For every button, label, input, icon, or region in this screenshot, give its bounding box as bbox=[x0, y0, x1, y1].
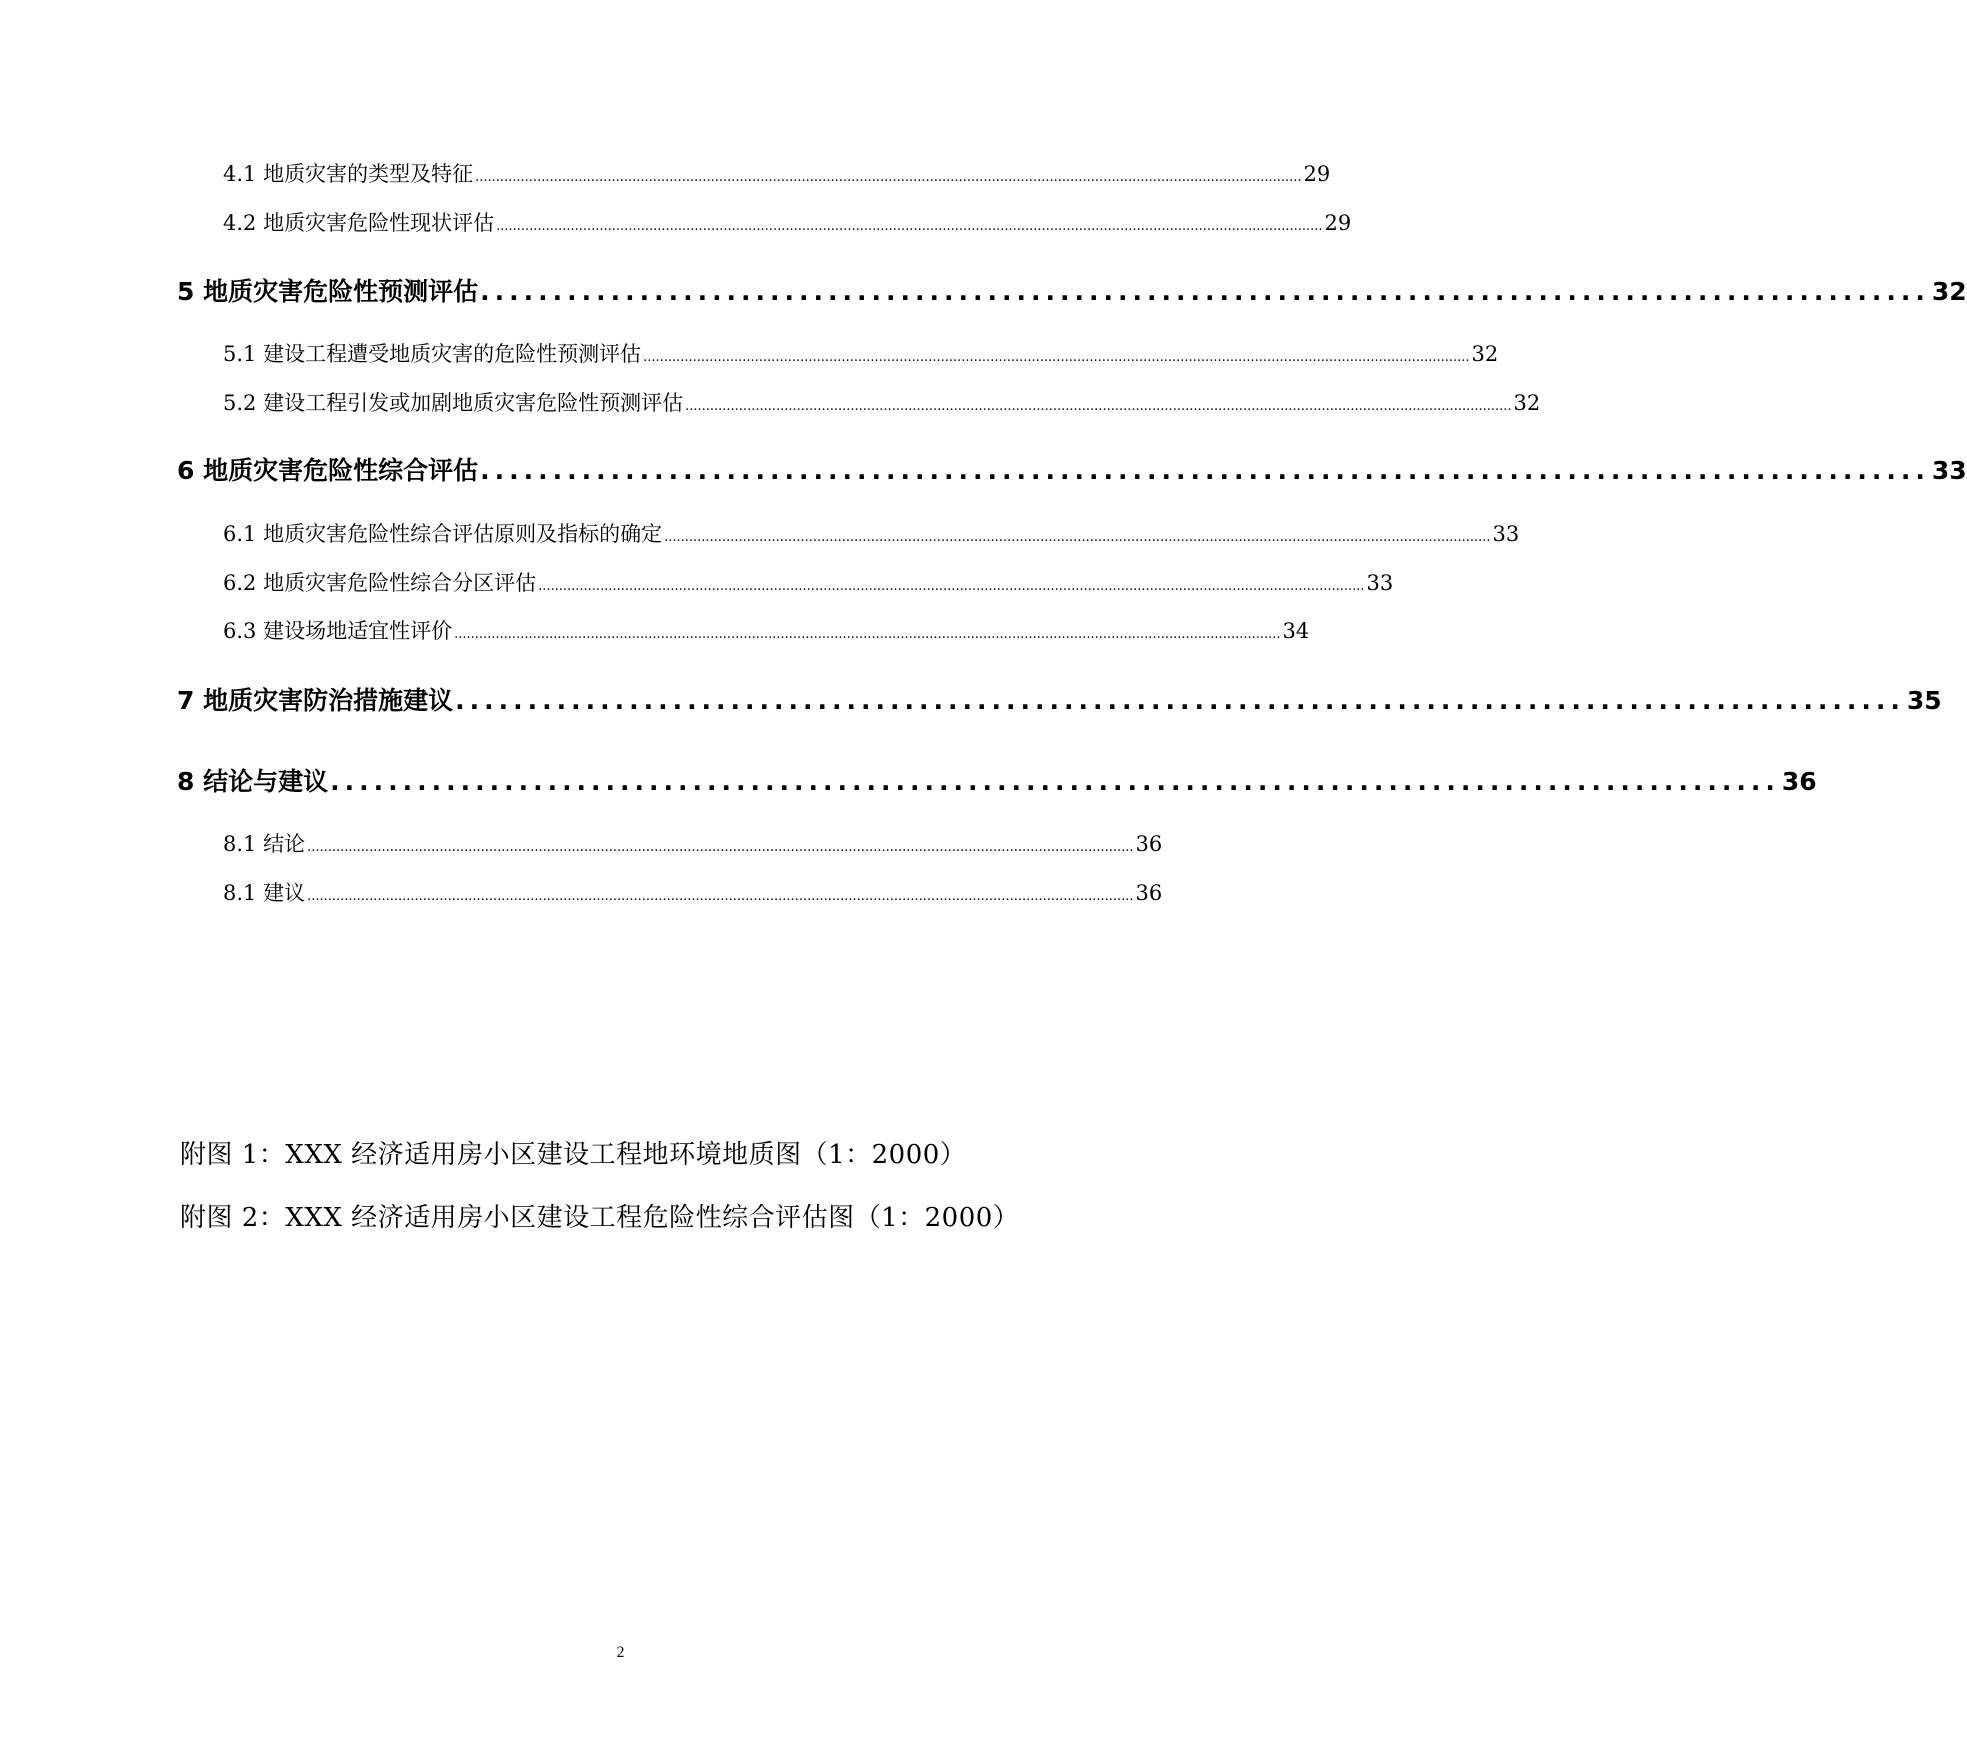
toc-chapter-title: 8 结论与建议 bbox=[177, 767, 329, 796]
figure-reference: 附图 1：XXX 经济适用房小区建设工程地环境地质图（1：2000） bbox=[180, 1140, 967, 1170]
dot-leader: ........................................................................................................................................................................................................ bbox=[475, 170, 1302, 185]
toc-chapter-title: 6 地质灾害危险性综合评估 bbox=[177, 456, 479, 485]
dot-leader: ........................................................................................................................................................................................................ bbox=[307, 889, 1134, 904]
toc-entry-page: 29 bbox=[1303, 162, 1331, 186]
dot-leader: .................................................................................................... bbox=[480, 456, 1930, 485]
dot-leader: ........................................................................................................................................................................................................ bbox=[454, 627, 1281, 642]
dot-leader: ........................................................................................................................................................................................................ bbox=[538, 579, 1365, 594]
dot-leader: .................................................................................................... bbox=[480, 277, 1930, 306]
dot-leader: .................................................................................................... bbox=[330, 767, 1780, 796]
toc-entry-page: 29 bbox=[1324, 211, 1352, 235]
toc-entry-title: 4.2 地质灾害危险性现状评估 bbox=[223, 211, 495, 235]
toc-entry-page: 33 bbox=[1366, 571, 1394, 595]
toc-entry-page: 36 bbox=[1135, 881, 1163, 905]
toc-chapter-page: 36 bbox=[1781, 767, 1817, 796]
toc-entry-title: 6.1 地质灾害危险性综合评估原则及指标的确定 bbox=[223, 522, 663, 546]
toc-entry-title: 8.1 结论 bbox=[223, 832, 306, 856]
toc-chapter-page: 33 bbox=[1931, 456, 1967, 485]
toc-entry-page: 33 bbox=[1492, 522, 1520, 546]
dot-leader: .................................................................................................... bbox=[455, 686, 1905, 715]
toc-chapter-title: 7 地质灾害防治措施建议 bbox=[177, 686, 454, 715]
toc-chapter[interactable] bbox=[177, 272, 1967, 308]
toc-chapter[interactable] bbox=[177, 681, 1942, 717]
toc-entry-title: 6.3 建设场地适宜性评价 bbox=[223, 619, 453, 643]
toc-chapter[interactable] bbox=[177, 451, 1967, 487]
dot-leader: ........................................................................................................................................................................................................ bbox=[643, 350, 1470, 365]
toc-entry[interactable] bbox=[223, 615, 1310, 645]
toc-entry[interactable] bbox=[223, 158, 1331, 188]
toc-entry-page: 34 bbox=[1282, 619, 1310, 643]
toc-entry-page: 32 bbox=[1471, 342, 1499, 366]
toc-chapter-page: 35 bbox=[1906, 686, 1942, 715]
toc-chapter[interactable] bbox=[177, 762, 1817, 798]
toc-entry-title: 5.1 建设工程遭受地质灾害的危险性预测评估 bbox=[223, 342, 642, 366]
toc-entry-title: 4.1 地质灾害的类型及特征 bbox=[223, 162, 474, 186]
toc-entry-title: 6.2 地质灾害危险性综合分区评估 bbox=[223, 571, 537, 595]
toc-entry-page: 32 bbox=[1513, 391, 1541, 415]
dot-leader: ........................................................................................................................................................................................................ bbox=[664, 530, 1491, 545]
toc-entry-title: 5.2 建设工程引发或加剧地质灾害危险性预测评估 bbox=[223, 391, 684, 415]
toc-entry[interactable] bbox=[223, 387, 1541, 417]
toc-entry[interactable] bbox=[223, 567, 1394, 597]
toc-entry[interactable] bbox=[223, 207, 1352, 237]
page-number: 2 bbox=[616, 1644, 625, 1661]
dot-leader: ........................................................................................................................................................................................................ bbox=[307, 840, 1134, 855]
dot-leader: ........................................................................................................................................................................................................ bbox=[685, 399, 1512, 414]
figure-reference: 附图 2：XXX 经济适用房小区建设工程危险性综合评估图（1：2000） bbox=[180, 1203, 1020, 1233]
dot-leader: ........................................................................................................................................................................................................ bbox=[496, 219, 1323, 234]
toc-entry[interactable] bbox=[223, 877, 1163, 907]
toc-entry[interactable] bbox=[223, 338, 1499, 368]
toc-chapter-page: 32 bbox=[1931, 277, 1967, 306]
toc-entry[interactable] bbox=[223, 828, 1163, 858]
toc-entry-page: 36 bbox=[1135, 832, 1163, 856]
toc-entry-title: 8.1 建议 bbox=[223, 881, 306, 905]
toc-chapter-title: 5 地质灾害危险性预测评估 bbox=[177, 277, 479, 306]
toc-entry[interactable] bbox=[223, 518, 1520, 548]
